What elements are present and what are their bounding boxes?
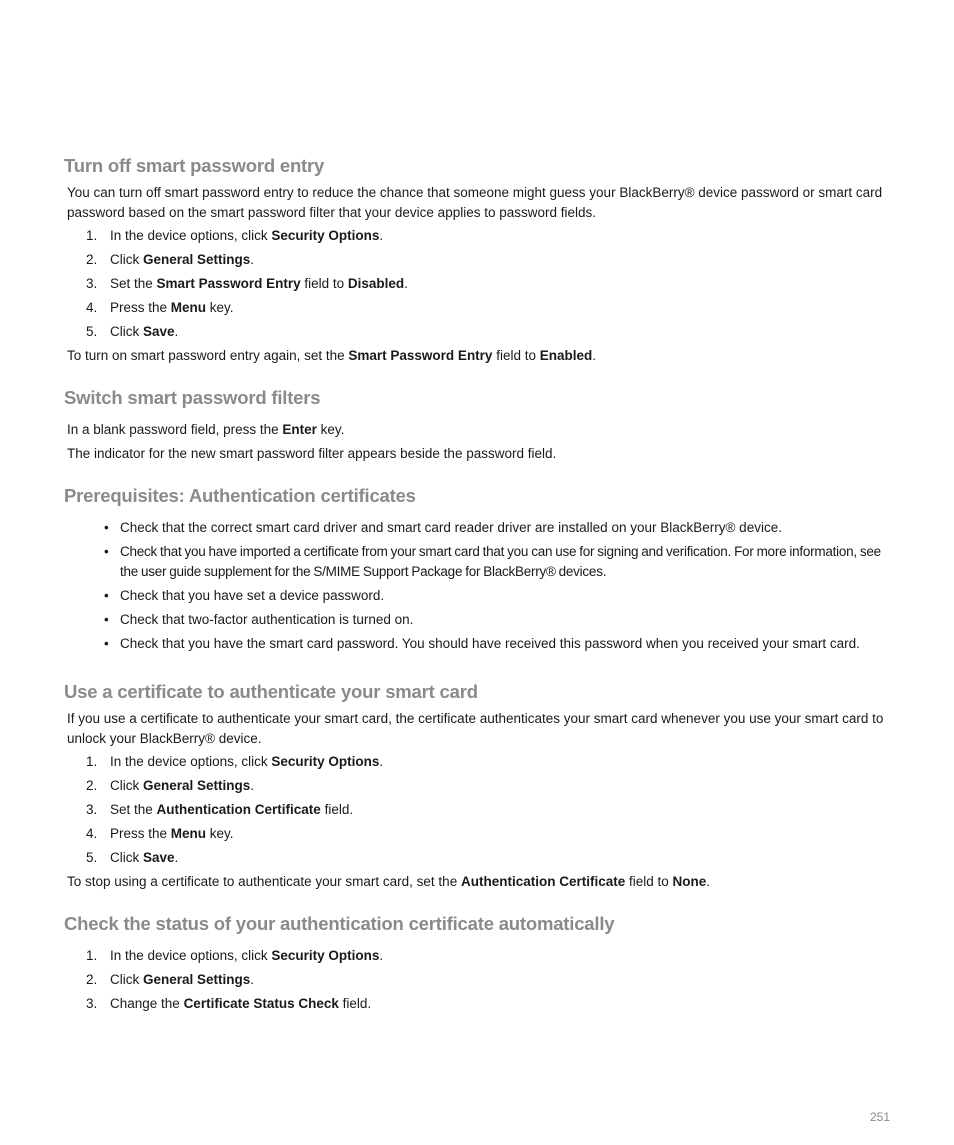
step-item: Click General Settings. [110, 972, 255, 987]
step-number: 1. [86, 228, 98, 243]
bullet-item: Check that two-factor authentication is turned on. [120, 612, 414, 627]
step-item: In the device options, click Security Options. [110, 948, 384, 963]
bullet-item: Check that the correct smart card driver and smart card reader driver are installed on your BlackBerry® device. [120, 520, 782, 535]
step-number: 1. [86, 948, 98, 963]
bullet-item: Check that you have set a device password. [120, 588, 385, 603]
bullet-marker: • [104, 612, 109, 627]
step-item: Set the Smart Password Entry field to Disabled. [110, 276, 408, 291]
section-heading-use-certificate: Use a certificate to authenticate your smart card [64, 681, 478, 702]
step-item: Change the Certificate Status Check field. [110, 996, 372, 1011]
paragraph: In a blank password field, press the Enter key. [67, 422, 345, 437]
page-number: 251 [869, 1110, 890, 1124]
step-item: Set the Authentication Certificate field. [110, 802, 354, 817]
step-item: Click General Settings. [110, 778, 255, 793]
step-item: In the device options, click Security Options. [110, 228, 384, 243]
section-heading-turn-off-smart-password-entry: Turn off smart password entry [64, 155, 325, 176]
bullet-marker: • [104, 544, 109, 559]
step-number: 3. [86, 996, 98, 1011]
step-number: 2. [86, 972, 98, 987]
step-item: Click Save. [110, 324, 179, 339]
bullet-marker: • [104, 520, 109, 535]
paragraph: The indicator for the new smart password filter appears beside the password field. [67, 446, 557, 461]
step-number: 5. [86, 850, 98, 865]
step-number: 4. [86, 300, 98, 315]
step-number: 3. [86, 802, 98, 817]
step-number: 3. [86, 276, 98, 291]
section-heading-switch-smart-password-filters: Switch smart password filters [64, 387, 321, 408]
section-intro: If you use a certificate to authenticate your smart card, the certificate authenticates your smart card whenever you use your smart card to unlock your BlackBerry® device. [67, 711, 884, 746]
step-number: 4. [86, 826, 98, 841]
step-item: Click Save. [110, 850, 179, 865]
bullet-marker: • [104, 636, 109, 651]
step-number: 2. [86, 252, 98, 267]
step-number: 1. [86, 754, 98, 769]
section-outro: To stop using a certificate to authenticate your smart card, set the Authentication Certificate field to None. [67, 874, 711, 889]
step-item: Press the Menu key. [110, 826, 234, 841]
section-heading-prerequisites: Prerequisites: Authentication certificates [64, 485, 416, 506]
bullet-marker: • [104, 588, 109, 603]
bullet-item: Check that you have the smart card password. You should have received this password when you received your smart card. [120, 636, 860, 651]
step-item: Click General Settings. [110, 252, 255, 267]
bullet-item: Check that you have imported a certificate from your smart card that you can use for signing and verification. For more information, see the user guide supplement for the S/MIME Support Package for BlackBerry® devices. [120, 544, 881, 579]
step-item: In the device options, click Security Options. [110, 754, 384, 769]
section-heading-check-status: Check the status of your authentication certificate automatically [64, 913, 615, 934]
step-number: 5. [86, 324, 98, 339]
step-number: 2. [86, 778, 98, 793]
step-item: Press the Menu key. [110, 300, 234, 315]
section-intro: You can turn off smart password entry to reduce the chance that someone might guess your BlackBerry® device password or smart card password based on the smart password filter that your device applies to password fields. [67, 185, 883, 220]
section-outro: To turn on smart password entry again, set the Smart Password Entry field to Enabled. [67, 348, 597, 363]
